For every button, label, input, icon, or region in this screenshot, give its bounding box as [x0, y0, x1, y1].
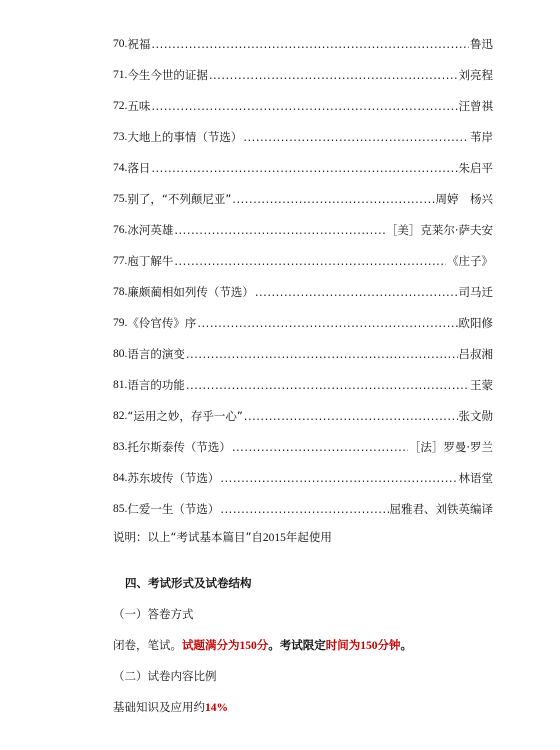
item-title: 廉颇蔺相如列传（节选）	[127, 285, 254, 299]
list-item	[113, 313, 493, 333]
note-year: 2015	[262, 532, 286, 544]
time-limit-a: 时间为	[325, 638, 361, 652]
list-item	[113, 158, 493, 178]
time-limit-b: 150	[360, 640, 378, 652]
item-number: 77.	[113, 255, 128, 267]
item-author: 吕叔湘	[458, 347, 493, 361]
list-item	[113, 437, 493, 457]
item-title: 仁爱一生（节选）	[127, 502, 220, 516]
list-item	[113, 127, 493, 147]
item-number: 73.	[113, 131, 128, 143]
list-item	[113, 220, 493, 240]
exam-format-text	[113, 635, 412, 656]
format-part2: 。考试限定	[268, 638, 326, 652]
item-title: “运用之妙，存乎一心”	[127, 409, 243, 423]
leader-dots	[151, 158, 457, 178]
full-score-a: 试题满分为	[182, 638, 240, 652]
item-number: 76.	[113, 224, 128, 236]
leader-dots	[174, 220, 384, 240]
leader-dots	[186, 344, 458, 364]
item-title: 《伶官传》序	[127, 316, 197, 330]
item-title: 五味	[127, 99, 151, 113]
item-title: 大地上的事情（节选）	[127, 130, 243, 144]
section-heading: 四、考试形式及试卷结构	[125, 576, 252, 590]
leader-dots	[151, 96, 457, 116]
list-item	[113, 375, 493, 395]
item-author: 刘亮程	[458, 68, 493, 82]
list-item	[113, 499, 493, 519]
ratio-value: 14%	[205, 702, 228, 714]
leader-dots	[232, 437, 408, 457]
item-author: 《庄子》	[447, 254, 493, 268]
list-item	[113, 468, 493, 488]
full-score-b: 150	[239, 640, 257, 652]
item-title: 别了，“不列颠尼亚”	[127, 192, 232, 206]
item-number: 74.	[113, 162, 128, 174]
subsection-answer-mode: （一）答卷方式	[113, 607, 194, 621]
leader-dots	[220, 499, 388, 519]
note-suffix: 年起使用	[285, 530, 332, 544]
list-item	[113, 189, 493, 209]
item-title: 今生今世的证据	[127, 68, 208, 82]
item-author: 朱启平	[458, 161, 493, 175]
item-author: 林语堂	[458, 471, 493, 485]
leader-dots	[197, 313, 457, 333]
item-number: 70.	[113, 38, 128, 50]
item-number: 85.	[113, 503, 128, 515]
item-title: 语言的功能	[127, 378, 185, 392]
leader-dots	[174, 251, 446, 271]
format-part1: 闭卷，笔试。	[113, 638, 182, 652]
item-number: 79.	[113, 317, 128, 329]
leader-dots	[209, 65, 458, 85]
item-number: 84.	[113, 472, 128, 484]
item-author: 司马迁	[458, 285, 493, 299]
leader-dots	[151, 34, 469, 54]
item-number: 75.	[113, 193, 128, 205]
item-author: 欧阳修	[458, 316, 493, 330]
usage-note	[113, 527, 332, 548]
list-item	[113, 406, 493, 426]
item-title: 语言的演变	[127, 347, 185, 361]
item-author: 汪曾祺	[458, 99, 493, 113]
leader-dots	[232, 189, 434, 209]
item-author: 鲁迅	[470, 37, 493, 51]
item-title: 苏东坡传（节选）	[127, 471, 220, 485]
item-title: 祝福	[127, 37, 151, 51]
item-author: ［美］克莱尔·萨夫安	[385, 223, 493, 237]
item-number: 80.	[113, 348, 128, 360]
item-author: 周婷 杨兴	[435, 192, 493, 206]
item-number: 78.	[113, 286, 128, 298]
full-score-c: 分	[256, 638, 269, 652]
list-item	[113, 65, 493, 85]
item-title: 庖丁解牛	[127, 254, 174, 268]
list-item	[113, 34, 493, 54]
list-item	[113, 282, 493, 302]
leader-dots	[255, 282, 458, 302]
leader-dots	[186, 375, 469, 395]
subsection-content-ratio: （二）试卷内容比例	[113, 669, 217, 683]
list-item	[113, 251, 493, 271]
item-title: 冰河英雄	[127, 223, 174, 237]
item-number: 81.	[113, 379, 128, 391]
ratio-label: 基础知识及应用约	[113, 700, 205, 714]
item-author: 屈雅君、刘铁英编译	[389, 502, 493, 516]
leader-dots	[243, 127, 469, 147]
item-number: 82.	[113, 410, 128, 422]
leader-dots	[220, 468, 457, 488]
item-number: 83.	[113, 441, 128, 453]
format-part3: 。	[400, 638, 412, 652]
item-title: 托尔斯泰传（节选）	[127, 440, 231, 454]
item-author: 苇岸	[470, 130, 493, 144]
leader-dots	[244, 406, 458, 426]
note-prefix: 说明：以上“考试基本篇目”自	[113, 530, 263, 544]
list-item	[113, 96, 493, 116]
item-author: 张文勋	[458, 409, 493, 423]
item-number: 71.	[113, 69, 128, 81]
item-author: ［法］罗曼·罗兰	[408, 440, 493, 454]
ratio-line	[113, 697, 228, 718]
item-author: 王蒙	[470, 378, 493, 392]
time-limit-c: 分钟	[377, 638, 401, 652]
list-item	[113, 344, 493, 364]
item-title: 落日	[127, 161, 151, 175]
item-number: 72.	[113, 100, 128, 112]
